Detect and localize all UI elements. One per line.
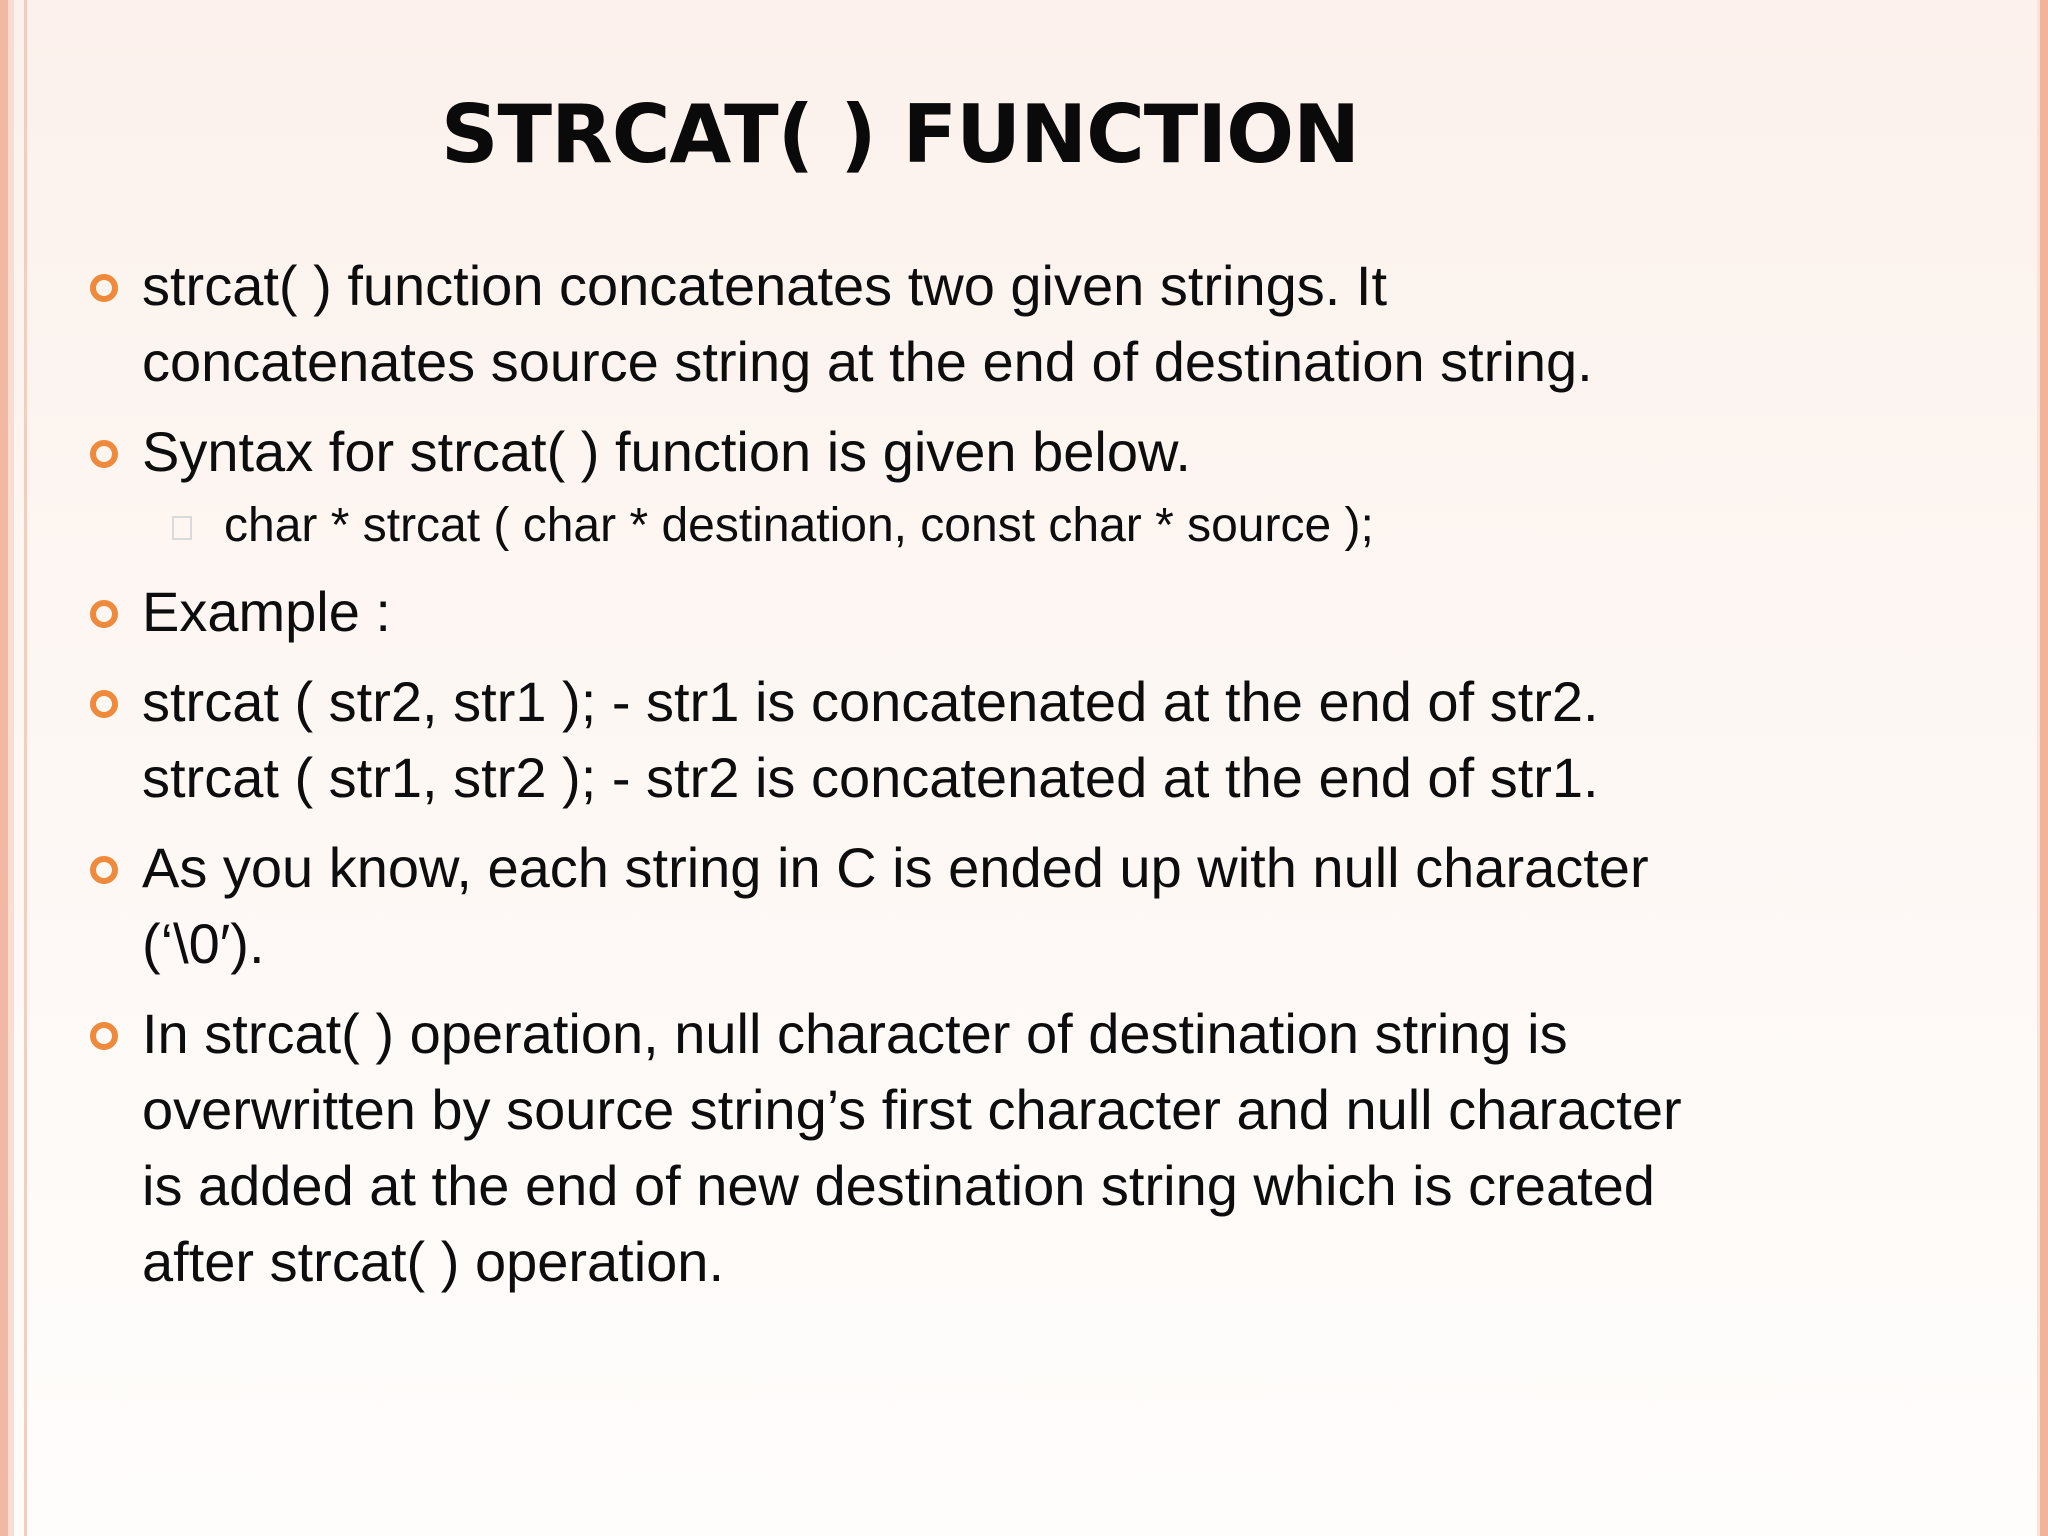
hollow-circle-bullet-icon [90, 1022, 118, 1050]
bullet-text-line: Syntax for strcat( ) function is given below. [142, 420, 1191, 483]
hollow-circle-bullet-icon [90, 440, 118, 468]
left-decorative-stripe [0, 0, 8, 1536]
bullet-item-syntax-intro [90, 414, 1970, 490]
bullet-text-line: strcat ( str2, str1 ); - str1 is concatenated at the end of str2. [142, 670, 1599, 733]
bullet-text-line: strcat( ) function concatenates two given strings. It [142, 254, 1388, 317]
empty-square-bullet-icon [172, 516, 192, 540]
left-decorative-line [24, 0, 27, 1536]
bullet-item-null-character [90, 830, 1970, 982]
bullet-text-line: after strcat( ) operation. [142, 1230, 725, 1293]
hollow-circle-bullet-icon [90, 600, 118, 628]
bullet-text-line: As you know, each string in C is ended up with null character [142, 836, 1649, 899]
hollow-circle-bullet-icon [90, 856, 118, 884]
hollow-circle-bullet-icon [90, 274, 118, 302]
hollow-circle-bullet-icon [90, 690, 118, 718]
left-decorative-stripe-inner [8, 0, 14, 1536]
bullet-text-line: strcat ( str1, str2 ); - str2 is concatenated at the end of str1. [142, 746, 1599, 809]
bullet-item-example-code [90, 664, 1970, 816]
bullet-text-line: In strcat( ) operation, null character of destination string is [142, 1002, 1568, 1065]
bullet-item-example-heading [90, 574, 1970, 650]
bullet-text-line: overwritten by source string’s first character and null character [142, 1078, 1682, 1141]
bullet-text-line: Example : [142, 580, 391, 643]
bullet-item-operation [90, 996, 1970, 1300]
bullet-text-line: concatenates source string at the end of destination string. [142, 330, 1593, 393]
sub-bullet-item-syntax [90, 494, 1970, 558]
bullet-list [90, 248, 1970, 1314]
bullet-text-line: is added at the end of new destination string which is created [142, 1154, 1655, 1217]
slide-title: STRCAT( ) FUNCTION [440, 88, 1360, 181]
right-decorative-stripe [2040, 0, 2048, 1536]
bullet-item-definition [90, 248, 1970, 400]
bullet-text-line: (‘\0′). [142, 912, 265, 975]
sub-bullet-text-line: char * strcat ( char * destination, const char * source ); [224, 499, 1374, 552]
